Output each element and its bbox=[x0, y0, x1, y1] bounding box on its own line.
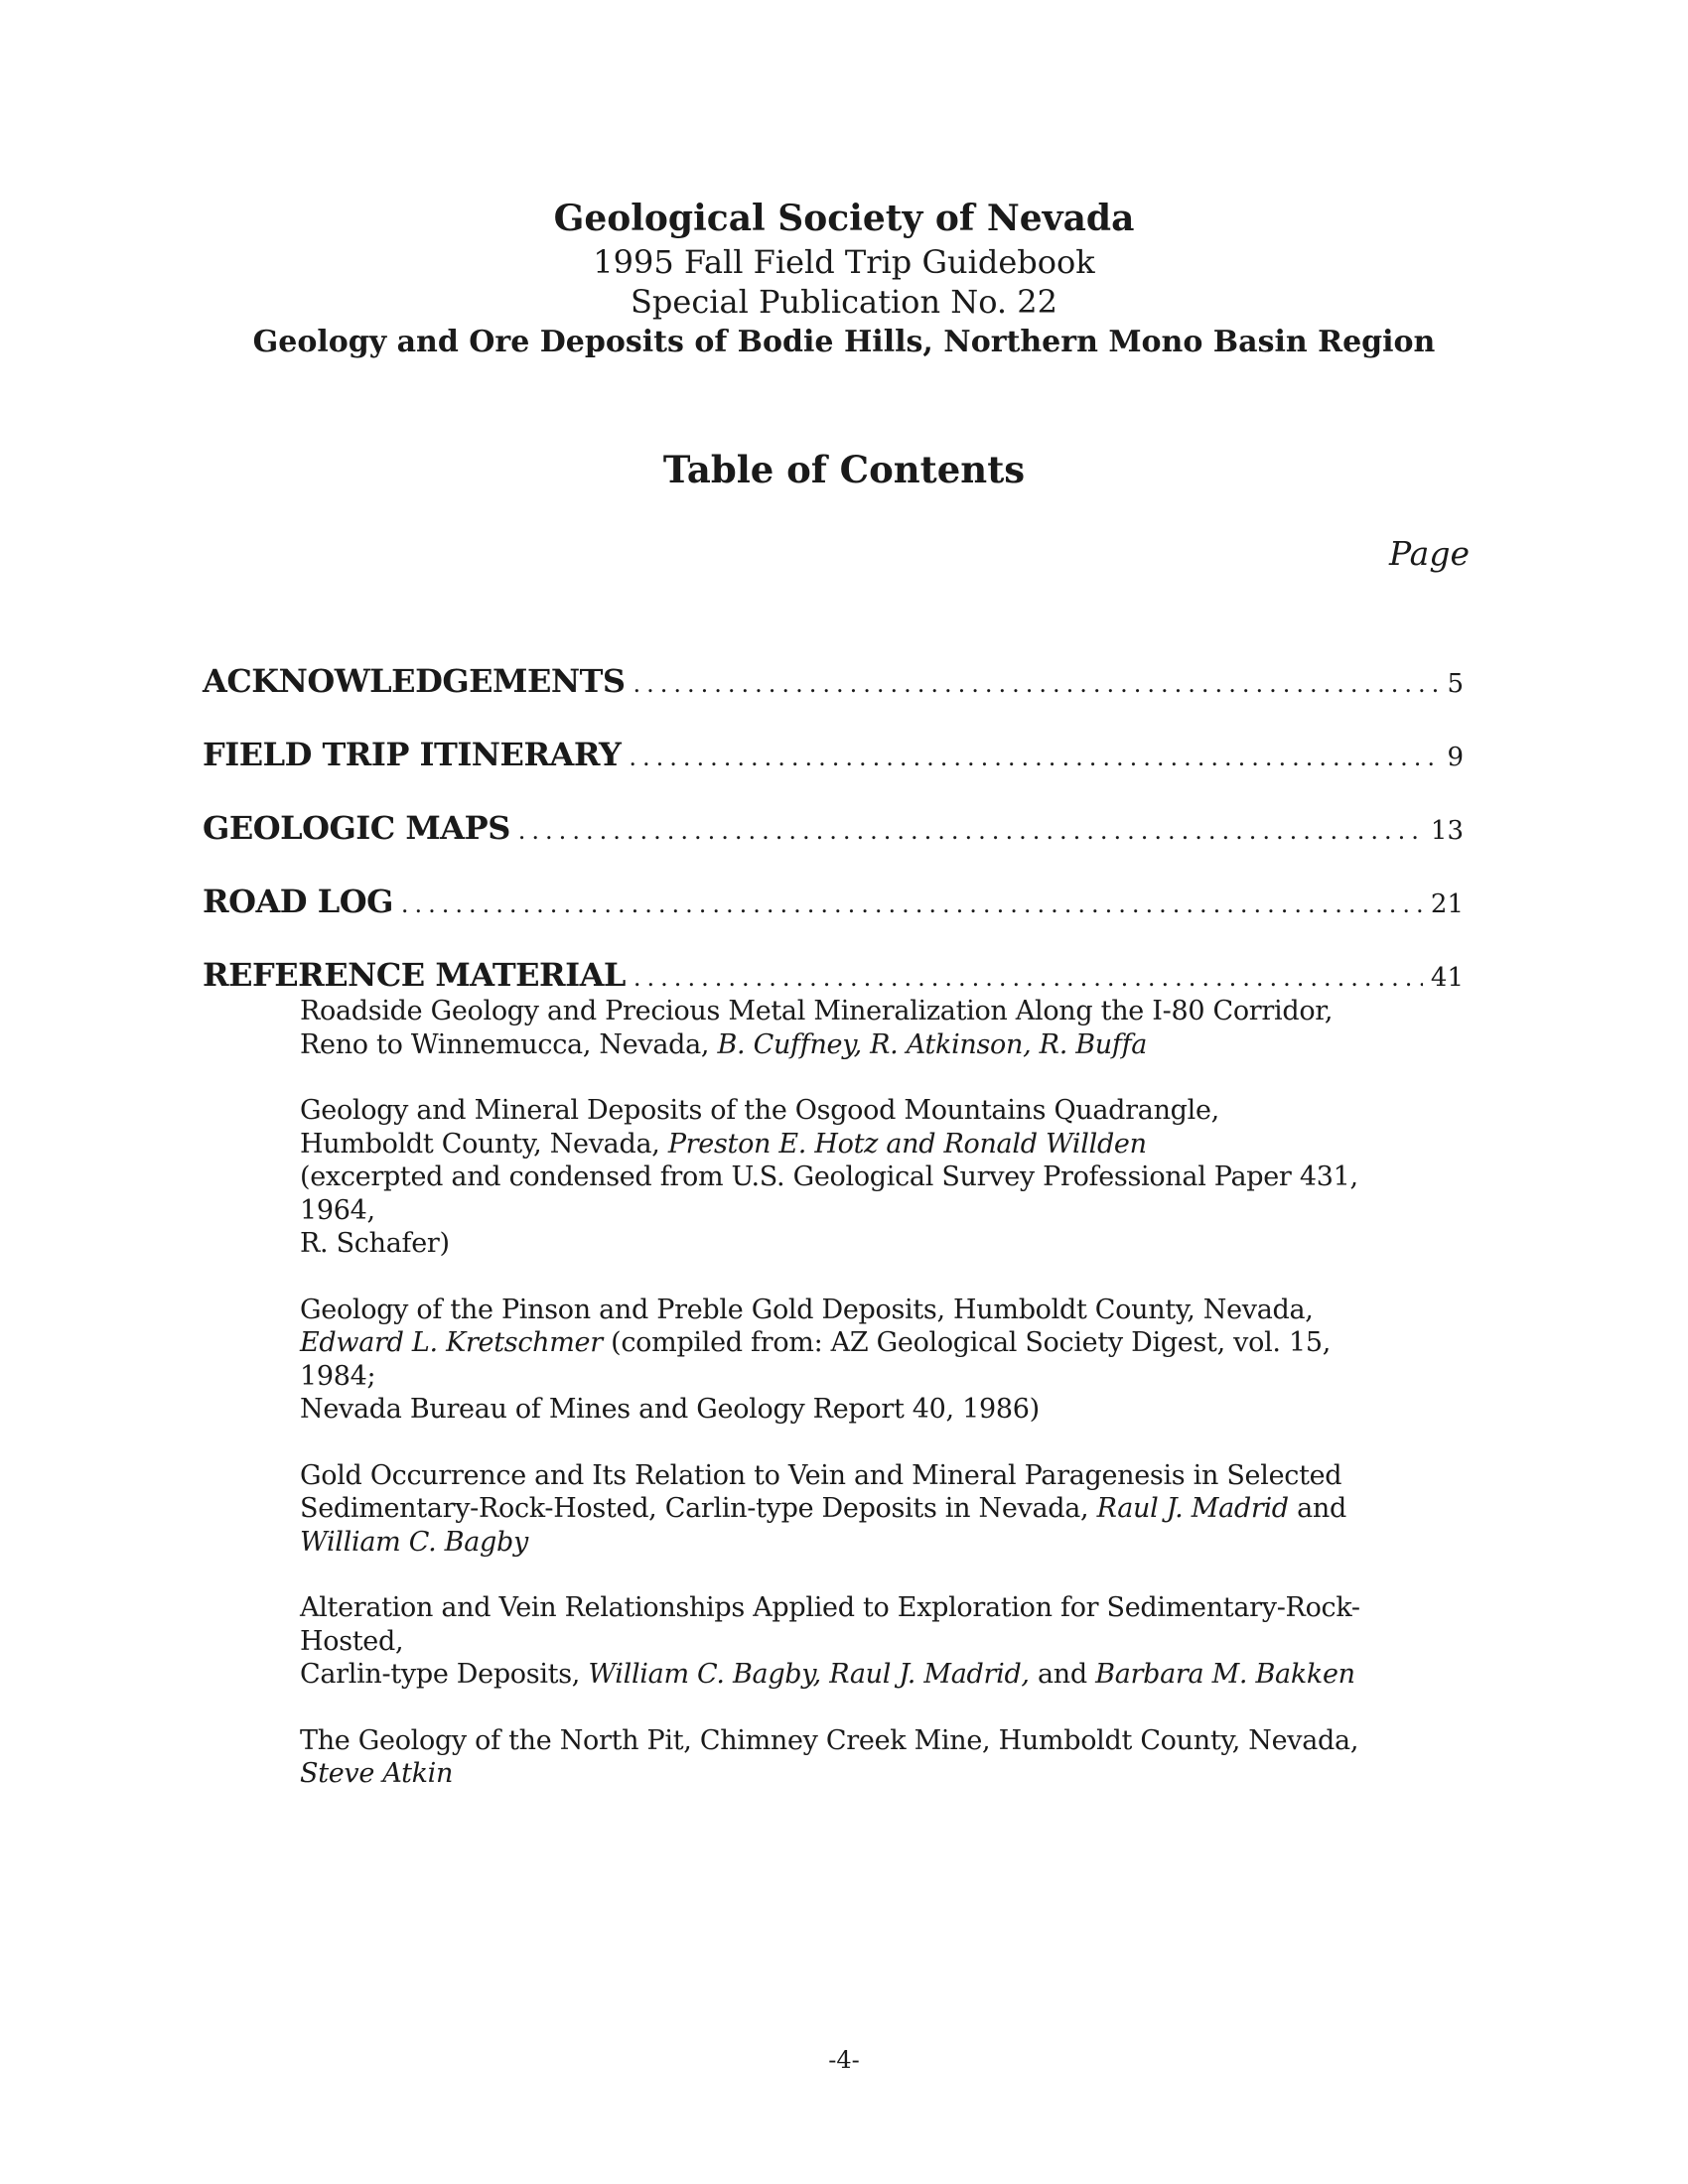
reference-text: Humboldt County, Nevada, bbox=[300, 1128, 668, 1160]
reference-authors: Preston E. Hotz and Ronald Willden bbox=[667, 1128, 1147, 1160]
toc-entry-page: 9 bbox=[1447, 743, 1464, 772]
reference-authors: Barbara M. Bakken bbox=[1095, 1659, 1355, 1690]
toc-entry-acknowledgements[interactable] bbox=[203, 659, 1464, 733]
toc-entry-label: ROAD LOG bbox=[203, 883, 393, 920]
reference-item bbox=[300, 1094, 1412, 1261]
dot-leader bbox=[633, 956, 1423, 1000]
reference-item bbox=[300, 1724, 1412, 1791]
document-header bbox=[0, 195, 1688, 363]
toc-entry-label: ACKNOWLEDGEMENTS bbox=[203, 662, 626, 700]
reference-text: and bbox=[1288, 1493, 1346, 1524]
reference-authors: William C. Bagby, Raul J. Madrid, bbox=[588, 1659, 1030, 1690]
toc-heading: Table of Contents bbox=[662, 448, 1026, 491]
dot-leader bbox=[633, 662, 1440, 706]
reference-title-line: Geology of the Pinson and Preble Gold Deposits, Humboldt County, Nevada, bbox=[300, 1294, 1314, 1325]
page-number: -4- bbox=[828, 2046, 860, 2074]
reference-text: Sedimentary-Rock-Hosted, Carlin-type Deposits in Nevada, bbox=[300, 1493, 1097, 1524]
toc-entry-geologic-maps[interactable] bbox=[203, 806, 1464, 880]
reference-note-line: Nevada Bureau of Mines and Geology Report 40, 1986) bbox=[300, 1394, 1040, 1425]
reference-note-line: R. Schafer) bbox=[300, 1228, 450, 1259]
reference-item bbox=[300, 1591, 1412, 1692]
publication-title: Geology and Ore Deposits of Bodie Hills, Northern Mono Basin Region bbox=[252, 325, 1436, 359]
reference-title-line: Gold Occurrence and Its Relation to Vein and Mineral Paragenesis in Selected bbox=[300, 1459, 1342, 1491]
toc-entry-label: REFERENCE MATERIAL bbox=[203, 956, 626, 994]
reference-note-line: (excerpted and condensed from U.S. Geological Survey Professional Paper 431, 1964, bbox=[300, 1161, 1358, 1226]
dot-leader bbox=[401, 883, 1423, 926]
reference-text: Carlin-type Deposits, bbox=[300, 1659, 589, 1690]
reference-item bbox=[300, 1459, 1412, 1560]
reference-line bbox=[300, 1326, 1412, 1393]
reference-authors: William C. Bagby bbox=[300, 1526, 528, 1558]
reference-text: (compiled from: AZ Geological Society Digest, vol. 15, 1984; bbox=[300, 1327, 1332, 1392]
guidebook-title: 1995 Fall Field Trip Guidebook bbox=[593, 243, 1095, 281]
toc-entry-page: 13 bbox=[1430, 816, 1464, 846]
toc-list bbox=[203, 659, 1464, 997]
dot-leader bbox=[518, 809, 1423, 853]
reference-text: and bbox=[1029, 1659, 1096, 1690]
toc-entry-field-trip-itinerary[interactable] bbox=[203, 733, 1464, 806]
page-column-label: Page bbox=[1388, 534, 1470, 573]
reference-authors: Steve Atkin bbox=[300, 1758, 454, 1789]
reference-line bbox=[300, 1724, 1412, 1791]
reference-line bbox=[300, 1492, 1412, 1526]
organization-name: Geological Society of Nevada bbox=[553, 198, 1135, 239]
toc-entry-page: 41 bbox=[1430, 963, 1464, 993]
toc-entry-label: FIELD TRIP ITINERARY bbox=[203, 736, 622, 773]
reference-authors: Edward L. Kretschmer bbox=[300, 1327, 603, 1358]
toc-entry-reference-material[interactable] bbox=[203, 953, 1464, 997]
reference-text: Reno to Winnemucca, Nevada, bbox=[300, 1028, 718, 1060]
reference-line bbox=[300, 1028, 1412, 1062]
publication-number: Special Publication No. 22 bbox=[631, 283, 1057, 321]
toc-entry-label: GEOLOGIC MAPS bbox=[203, 809, 510, 847]
reference-item bbox=[300, 995, 1412, 1061]
reference-line bbox=[300, 1526, 1412, 1560]
reference-title-line: Geology and Mineral Deposits of the Osgood Mountains Quadrangle, bbox=[300, 1095, 1219, 1126]
toc-entry-page: 21 bbox=[1430, 889, 1464, 919]
reference-text: The Geology of the North Pit, Chimney Creek Mine, Humboldt County, Nevada, bbox=[300, 1724, 1359, 1756]
reference-title-line: Roadside Geology and Precious Metal Mineralization Along the I-80 Corridor, bbox=[300, 996, 1334, 1026]
reference-list bbox=[300, 995, 1412, 1824]
reference-line bbox=[300, 1658, 1412, 1692]
reference-line bbox=[300, 1128, 1412, 1161]
toc-entry-page: 5 bbox=[1447, 669, 1464, 699]
dot-leader bbox=[629, 736, 1439, 779]
toc-entry-road-log[interactable] bbox=[203, 880, 1464, 953]
reference-authors: B. Cuffney, R. Atkinson, R. Buffa bbox=[717, 1028, 1148, 1060]
reference-title-line: Alteration and Vein Relationships Applied to Exploration for Sedimentary-Rock-Hosted, bbox=[300, 1592, 1360, 1657]
reference-authors: Raul J. Madrid bbox=[1096, 1493, 1289, 1524]
reference-item bbox=[300, 1294, 1412, 1427]
